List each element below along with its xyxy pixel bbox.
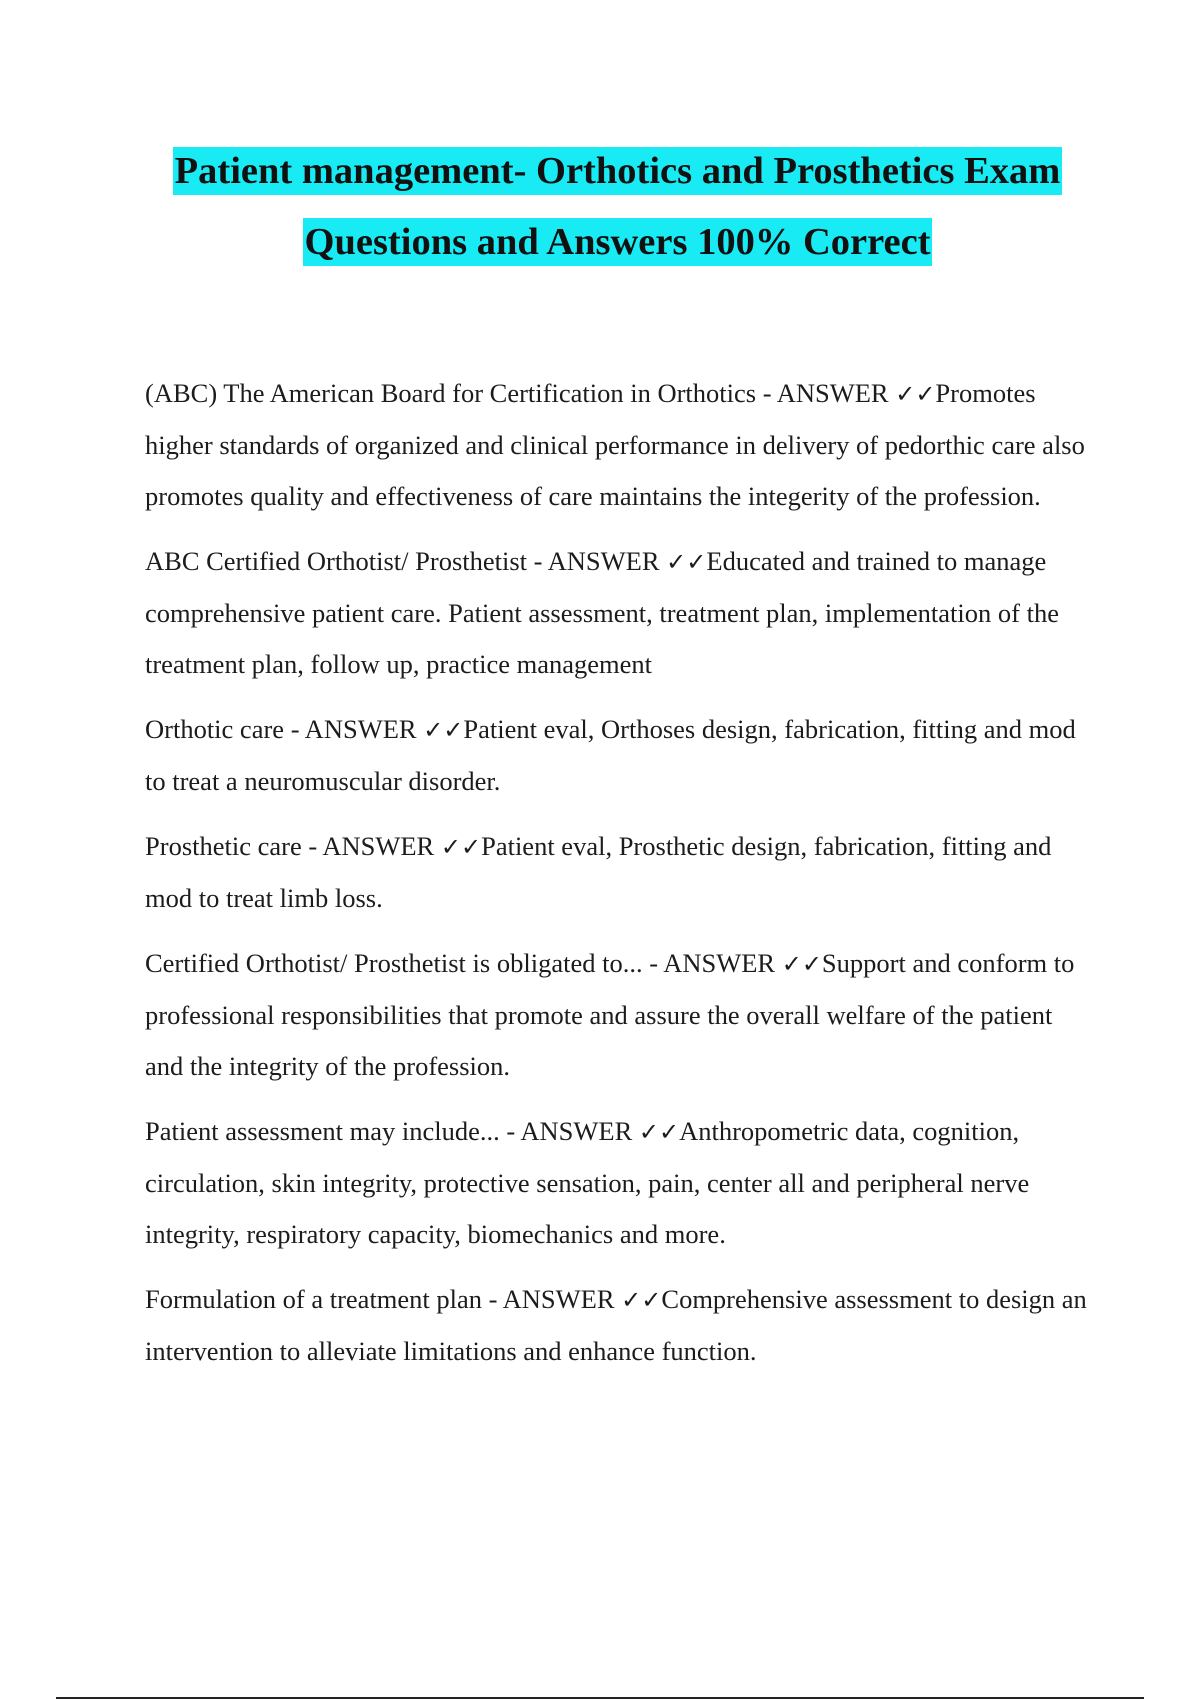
qa-item-obligations bbox=[145, 938, 1095, 1092]
double-check-icon: ✓✓ bbox=[895, 380, 936, 408]
qa-question: Patient assessment may include... bbox=[145, 1116, 500, 1146]
answer-separator: - ANSWER bbox=[301, 831, 441, 861]
qa-answer: Anthropometric data, cognition, circulation, skin integrity, protective sensation, pain, center all and peripheral nerve integrity, respiratory capacity, biomechanics and more. bbox=[145, 1116, 1030, 1249]
double-check-icon: ✓✓ bbox=[638, 1118, 680, 1146]
title-line-1: Patient management- Orthotics and Prosthetics Exam bbox=[173, 147, 1063, 195]
double-check-icon: ✓✓ bbox=[621, 1286, 662, 1314]
qa-item-treatment-plan bbox=[145, 1274, 1095, 1377]
double-check-icon: ✓✓ bbox=[440, 833, 482, 861]
answer-separator: - ANSWER bbox=[756, 378, 896, 408]
qa-answer: Promotes higher standards of organized and clinical performance in delivery of pedorthic care also promotes quality and effectiveness of care maintains the integerity of the profession. bbox=[145, 378, 1085, 511]
qa-list bbox=[145, 368, 1095, 1391]
qa-answer: Patient eval, Prosthetic design, fabrication, fitting and mod to treat limb loss. bbox=[145, 831, 1052, 913]
qa-item-orthotic-care bbox=[145, 704, 1095, 807]
double-check-icon: ✓✓ bbox=[666, 548, 707, 576]
qa-question: Certified Orthotist/ Prosthetist is obligated to... bbox=[145, 948, 643, 978]
answer-separator: - ANSWER bbox=[482, 1284, 622, 1314]
qa-question: Formulation of a treatment plan bbox=[145, 1284, 483, 1314]
double-check-icon: ✓✓ bbox=[781, 950, 822, 978]
qa-answer: Educated and trained to manage comprehensive patient care. Patient assessment, treatment plan, implementation of the treatment plan, follow up, practice management bbox=[145, 546, 1059, 679]
title-line-2: Questions and Answers 100% Correct bbox=[303, 218, 933, 266]
qa-item-patient-assessment bbox=[145, 1106, 1095, 1260]
double-check-icon: ✓✓ bbox=[423, 716, 464, 744]
qa-question: (ABC) The American Board for Certification in Orthotics bbox=[145, 378, 757, 408]
answer-separator: - ANSWER bbox=[527, 546, 667, 576]
qa-question: ABC Certified Orthotist/ Prosthetist bbox=[145, 546, 528, 576]
document-title bbox=[60, 136, 1175, 278]
qa-item-certified-orthotist bbox=[145, 536, 1095, 690]
answer-separator: - ANSWER bbox=[499, 1116, 639, 1146]
qa-answer: Patient eval, Orthoses design, fabrication, fitting and mod to treat a neuromuscular disorder. bbox=[145, 714, 1076, 796]
answer-separator: - ANSWER bbox=[284, 714, 424, 744]
qa-question: Orthotic care bbox=[145, 714, 285, 744]
footer-divider bbox=[56, 1697, 1144, 1699]
qa-answer: Comprehensive assessment to design an intervention to alleviate limitations and enhance function. bbox=[145, 1284, 1087, 1366]
qa-item-prosthetic-care bbox=[145, 821, 1095, 924]
answer-separator: - ANSWER bbox=[642, 948, 782, 978]
qa-answer: Support and conform to professional responsibilities that promote and assure the overall welfare of the patient and the integrity of the profession. bbox=[145, 948, 1075, 1081]
qa-item-abc bbox=[145, 368, 1095, 522]
qa-question: Prosthetic care bbox=[145, 831, 302, 861]
